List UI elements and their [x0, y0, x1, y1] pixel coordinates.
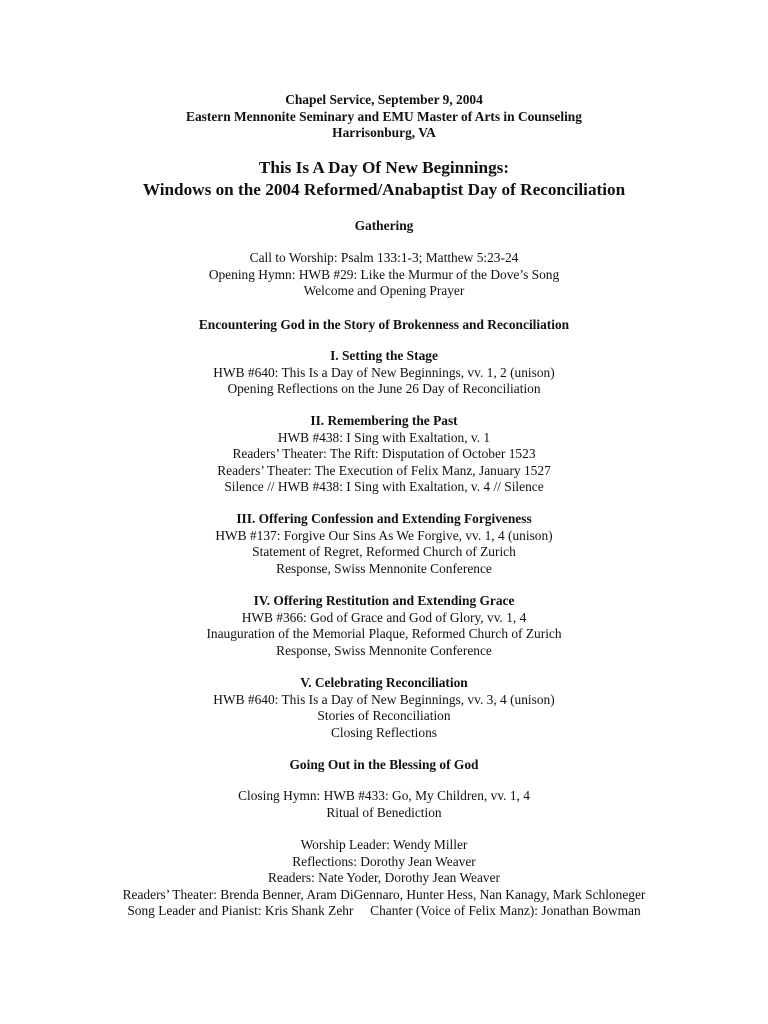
section-item: Statement of Regret, Reformed Church of Zurich: [252, 544, 516, 560]
going-out-items: [0, 788, 768, 821]
going-out-item: Closing Hymn: HWB #433: Go, My Children, vv. 1, 4: [238, 788, 530, 803]
section-remembering-the-past: [0, 413, 768, 496]
section-item: HWB #137: Forgive Our Sins As We Forgive, vv. 1, 4 (unison): [215, 527, 553, 543]
credit-line: Readers’ Theater: Brenda Benner, Aram DiGennaro, Hunter Hess, Nan Kanagy, Mark Schloneger: [122, 886, 646, 902]
location: Harrisonburg, VA: [332, 125, 436, 141]
section-heading: V. Celebrating Reconciliation: [300, 675, 468, 690]
credit-line: Worship Leader: Wendy Miller: [300, 837, 468, 852]
section-setting-the-stage: [0, 348, 768, 398]
section-item: HWB #640: This Is a Day of New Beginnings, vv. 1, 2 (unison): [213, 364, 555, 380]
encountering-heading: Encountering God in the Story of Brokenness and Reconciliation: [198, 317, 570, 332]
going-out-heading: Going Out in the Blessing of God: [289, 757, 479, 772]
section-heading: I. Setting the Stage: [330, 348, 438, 363]
section-item: Inauguration of the Memorial Plaque, Reformed Church of Zurich: [206, 626, 562, 642]
section-item: HWB #640: This Is a Day of New Beginnings, vv. 3, 4 (unison): [213, 691, 555, 707]
credit-line: Song Leader and Pianist: Kris Shank Zehr Chanter (Voice of Felix Manz): Jonathan Bowman: [127, 903, 641, 919]
section-item: Readers’ Theater: The Execution of Felix Manz, January 1527: [217, 462, 551, 478]
section-restitution-grace: [0, 593, 768, 659]
encountering-section: [0, 317, 768, 334]
going-out-section: [0, 757, 768, 774]
gathering-items: [0, 250, 768, 300]
section-item: Response, Swiss Mennonite Conference: [276, 560, 492, 576]
section-heading: II. Remembering the Past: [310, 413, 458, 428]
section-item: HWB #366: God of Grace and God of Glory, vv. 1, 4: [241, 609, 527, 625]
section-item: Silence // HWB #438: I Sing with Exaltation, v. 4 // Silence: [224, 479, 544, 495]
section-item: Readers’ Theater: The Rift: Disputation of October 1523: [232, 446, 536, 462]
gathering-item: Opening Hymn: HWB #29: Like the Murmur of the Dove’s Song: [208, 266, 560, 282]
gathering-item: Call to Worship: Psalm 133:1-3; Matthew 5:23-24: [249, 250, 519, 265]
section-item: Closing Reflections: [330, 724, 437, 740]
service-header: [0, 92, 768, 142]
section-item: HWB #438: I Sing with Exaltation, v. 1: [277, 429, 491, 445]
going-out-item: Ritual of Benediction: [326, 804, 442, 820]
credit-line: Readers: Nate Yoder, Dorothy Jean Weaver: [267, 870, 501, 886]
gathering-heading: Gathering: [354, 218, 414, 233]
title-line-1: This Is A Day Of New Beginnings:: [258, 158, 510, 177]
service-date: Chapel Service, September 9, 2004: [285, 92, 483, 107]
gathering-section: [0, 218, 768, 235]
section-item: Stories of Reconciliation: [317, 708, 451, 724]
section-heading: IV. Offering Restitution and Extending Grace: [253, 593, 515, 608]
section-confession-forgiveness: [0, 511, 768, 577]
section-celebrating-reconciliation: [0, 675, 768, 741]
section-heading: III. Offering Confession and Extending Forgiveness: [236, 511, 532, 526]
document-title: [0, 157, 768, 201]
credits: [0, 837, 768, 920]
section-item: Response, Swiss Mennonite Conference: [276, 642, 492, 658]
institution-name: Eastern Mennonite Seminary and EMU Master of Arts in Counseling: [186, 108, 582, 124]
gathering-item: Welcome and Opening Prayer: [303, 283, 465, 299]
title-line-2: Windows on the 2004 Reformed/Anabaptist Day of Reconciliation: [142, 180, 626, 199]
section-item: Opening Reflections on the June 26 Day of Reconciliation: [227, 381, 541, 397]
credit-line: Reflections: Dorothy Jean Weaver: [292, 853, 476, 869]
